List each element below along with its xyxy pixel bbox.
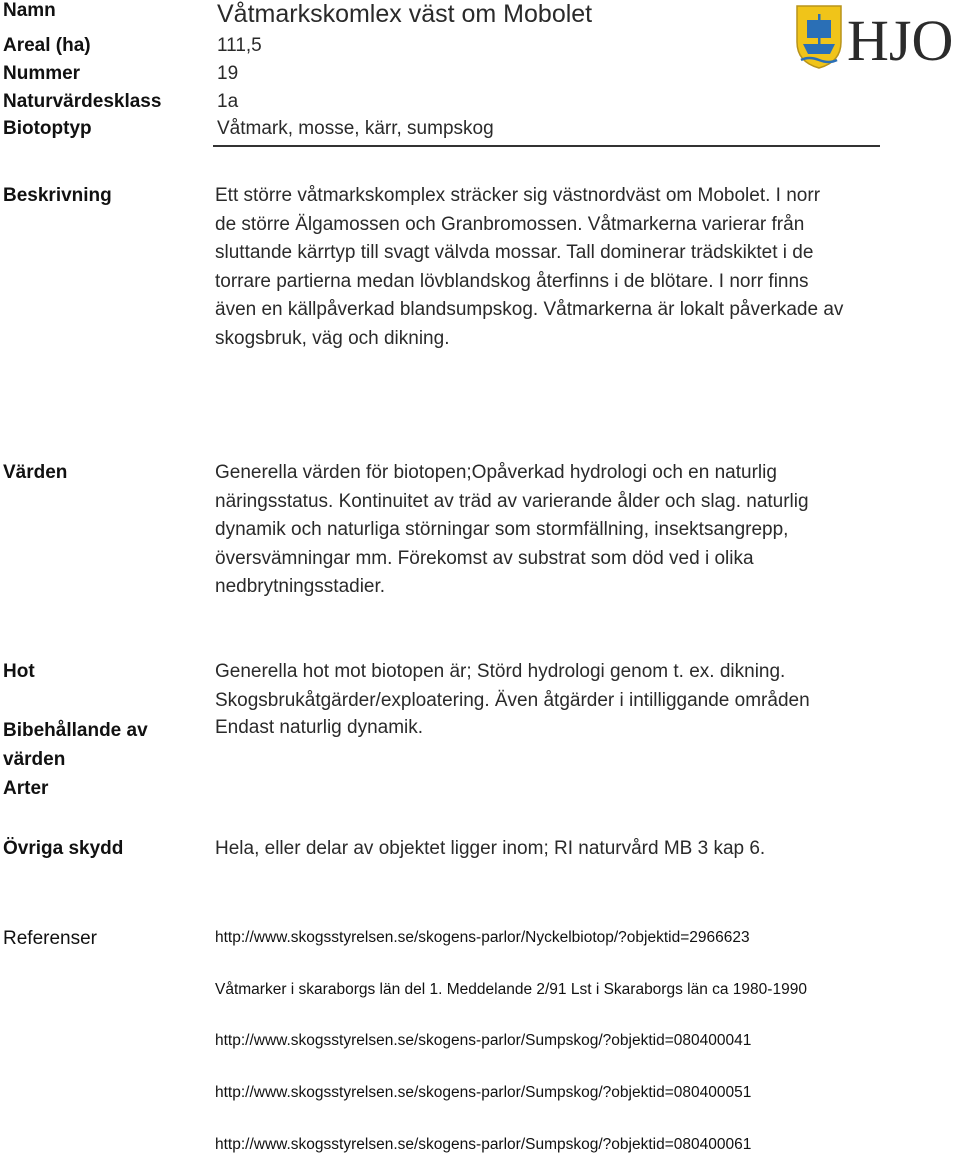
nummer-label: Nummer (3, 63, 81, 84)
beskrivning-line: torrare partierna medan lövblandskog återfinns i de blötare. I norr finns (215, 270, 809, 292)
reference-link[interactable]: http://www.skogsstyrelsen.se/skogens-parlor/Sumpskog/?objektid=080400051 (215, 1084, 752, 1101)
varden-line: dynamik och naturliga störningar som stormfällning, insektsangrepp, (215, 519, 789, 541)
reference-link[interactable]: http://www.skogsstyrelsen.se/skogens-parlor/Sumpskog/?objektid=080400061 (215, 1136, 752, 1153)
page-title: Våtmarkskomlex väst om Mobolet (217, 0, 593, 28)
referenser-label: Referenser (3, 928, 97, 949)
namn-label: Namn (3, 0, 56, 21)
naturvardesklass-label: Naturvärdesklass (3, 91, 162, 112)
reference-link[interactable]: http://www.skogsstyrelsen.se/skogens-parlor/Sumpskog/?objektid=080400041 (215, 1032, 752, 1049)
beskrivning-line: även en källpåverkad blandsumpskog. Våtmarkerna är lokalt påverkade av (215, 299, 844, 321)
hot-line: Generella hot mot biotopen är; Störd hydrologi genom t. ex. dikning. (215, 661, 786, 682)
varden-line: Generella värden för biotopen;Opåverkad hydrologi och en naturlig (215, 462, 777, 483)
hot-label: Hot (3, 661, 35, 682)
reference-link[interactable]: http://www.skogsstyrelsen.se/skogens-parlor/Nyckelbiotop/?objektid=2966623 (215, 929, 750, 946)
hjo-coat-of-arms-ship-icon (795, 4, 960, 70)
hot-line: Skogsbrukåtgärder/exploatering. Även åtgärder i intilliggande områden (215, 689, 810, 711)
reference-item: Våtmarker i skaraborgs län del 1. Meddelande 2/91 Lst i Skaraborgs län ca 1980-1990 (215, 981, 807, 998)
ovriga-skydd-label: Övriga skydd (3, 838, 124, 859)
areal-label: Areal (ha) (3, 35, 91, 56)
arter-label: Arter (3, 778, 49, 799)
varden-line: översvämningar mm. Förekomst av substrat som död ved i olika (215, 547, 754, 569)
biotoptyp-value: Våtmark, mosse, kärr, sumpskog (217, 118, 494, 139)
beskrivning-line: de större Älgamossen och Granbromossen. Våtmarkerna varierar från (215, 213, 805, 235)
nummer-value: 19 (217, 63, 239, 84)
biotoptyp-label: Biotoptyp (3, 118, 92, 139)
ovriga-skydd-value: Hela, eller delar av objektet ligger inom; RI naturvård MB 3 kap 6. (215, 838, 766, 859)
varden-label: Värden (3, 462, 68, 483)
beskrivning-line: sluttande kärrtyp till svagt välvda mossar. Tall dominerar trädskiktet i de (215, 242, 814, 264)
bibehallande-value: Endast naturlig dynamik. (215, 717, 424, 738)
beskrivning-label: Beskrivning (3, 185, 112, 206)
beskrivning-line: skogsbruk, väg och dikning. (215, 327, 450, 349)
varden-line: näringsstatus. Kontinuitet av träd av varierande ålder och slag. naturlig (215, 490, 809, 512)
varden-line: nedbrytningsstadier. (215, 576, 386, 598)
header-divider (213, 145, 880, 147)
beskrivning-text (215, 182, 843, 354)
beskrivning-line: Ett större våtmarkskomplex sträcker sig västnordväst om Mobolet. I norr (215, 185, 821, 206)
bibehallande-label-line2: värden (3, 748, 66, 770)
varden-text (215, 459, 809, 602)
areal-value: 111,5 (217, 35, 262, 56)
hjo-logo-text: HJO (847, 8, 954, 70)
naturvardesklass-value: 1a (217, 91, 239, 112)
hjo-logo (795, 4, 960, 70)
bibehallande-label (3, 717, 148, 774)
bibehallande-label-line1: Bibehållande av (3, 720, 148, 741)
hot-text (215, 658, 810, 715)
